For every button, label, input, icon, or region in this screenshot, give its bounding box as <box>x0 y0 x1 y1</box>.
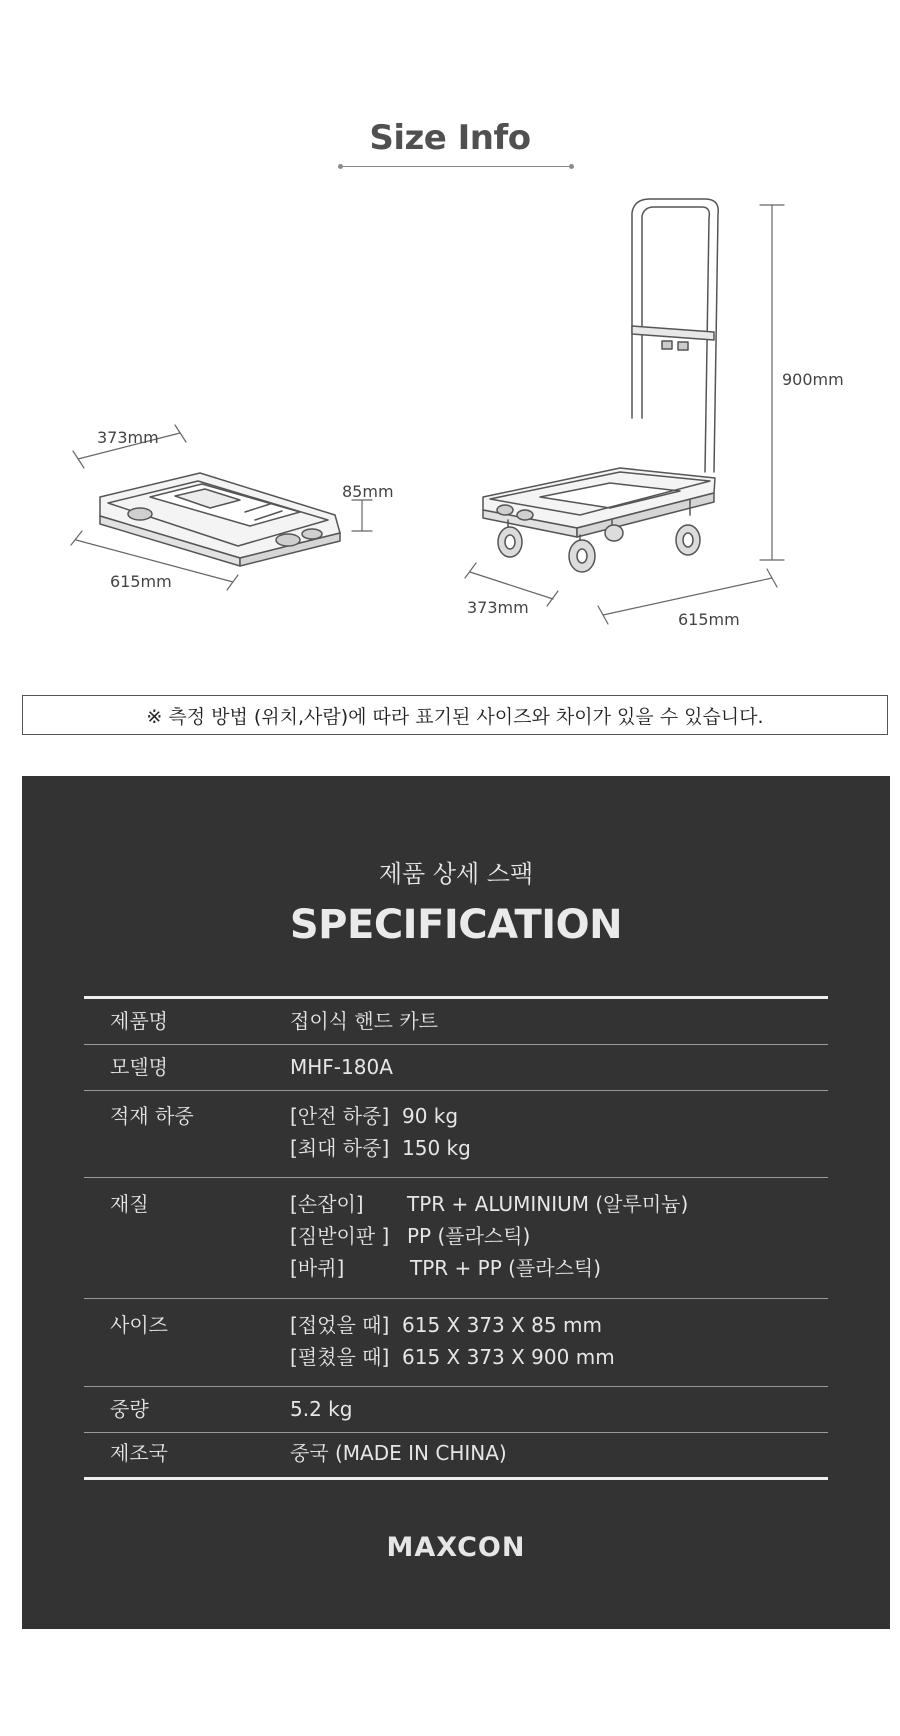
spec-value: TPR + PP (플라스틱) <box>410 1256 602 1280</box>
folded-height-label: 85mm <box>342 482 394 501</box>
spec-value: 615 X 373 X 85 mm <box>402 1313 602 1337</box>
spec-value: 90 kg <box>402 1104 459 1128</box>
spec-row-size <box>84 1299 828 1387</box>
spec-tag: [최대 하중] <box>290 1136 390 1160</box>
table-bottom-rule <box>84 1477 828 1480</box>
folded-length-label: 615mm <box>110 572 172 591</box>
spec-value: MHF-180A <box>290 1055 393 1079</box>
spec-value: 중국 (MADE IN CHINA) <box>290 1441 507 1465</box>
spec-value: 150 kg <box>402 1136 471 1160</box>
spec-row-load-capacity <box>84 1091 828 1178</box>
spec-label: 중량 <box>110 1397 149 1421</box>
folded-cart-illustration <box>100 473 340 566</box>
product-dimension-diagram <box>0 0 900 660</box>
unfolded-length-label: 615mm <box>678 610 740 629</box>
spec-label: 제품명 <box>110 1009 168 1033</box>
spec-table <box>84 996 828 1480</box>
spec-tag: [안전 하중] <box>290 1104 390 1128</box>
spec-tag: [바퀴] <box>290 1256 345 1280</box>
spec-label: 적재 하중 <box>110 1104 194 1128</box>
unfolded-width-label: 373mm <box>467 598 529 617</box>
specification-panel <box>22 776 890 1629</box>
spec-tag: [손잡이] <box>290 1192 364 1216</box>
spec-title-korean: 제품 상세 스팩 <box>378 860 534 888</box>
size-info-title: Size Info <box>369 118 531 158</box>
spec-tag: [펼쳤을 때] <box>290 1345 390 1369</box>
folded-width-label: 373mm <box>97 428 159 447</box>
spec-title-english: SPECIFICATION <box>289 902 623 948</box>
maxcon-logo: MAXCON <box>386 1532 526 1563</box>
unfolded-dimension-lines <box>465 205 784 624</box>
spec-row-material <box>84 1178 828 1299</box>
spec-value: 접이식 핸드 카트 <box>290 1009 438 1033</box>
spec-value: TPR + ALUMINIUM (알루미늄) <box>407 1192 689 1216</box>
spec-row-product-name <box>84 999 828 1045</box>
spec-row-weight <box>84 1387 828 1433</box>
spec-label: 모델명 <box>110 1055 168 1079</box>
spec-label: 재질 <box>110 1192 149 1216</box>
spec-tag: [짐받이판 ] <box>290 1224 390 1248</box>
unfolded-cart-illustration <box>483 199 718 572</box>
measurement-notice <box>22 695 888 735</box>
spec-value: PP (플라스틱) <box>407 1224 531 1248</box>
spec-row-model <box>84 1045 828 1091</box>
spec-label: 제조국 <box>110 1441 168 1465</box>
notice-text: ※ 측정 방법 (위치,사람)에 따라 표기된 사이즈와 차이가 있을 수 있습니다. <box>146 705 764 728</box>
unfolded-height-label: 900mm <box>782 370 844 389</box>
spec-value: 5.2 kg <box>290 1397 353 1421</box>
spec-label: 사이즈 <box>110 1313 168 1337</box>
spec-value: 615 X 373 X 900 mm <box>402 1345 615 1369</box>
spec-row-origin <box>84 1433 828 1477</box>
spec-tag: [접었을 때] <box>290 1313 390 1337</box>
